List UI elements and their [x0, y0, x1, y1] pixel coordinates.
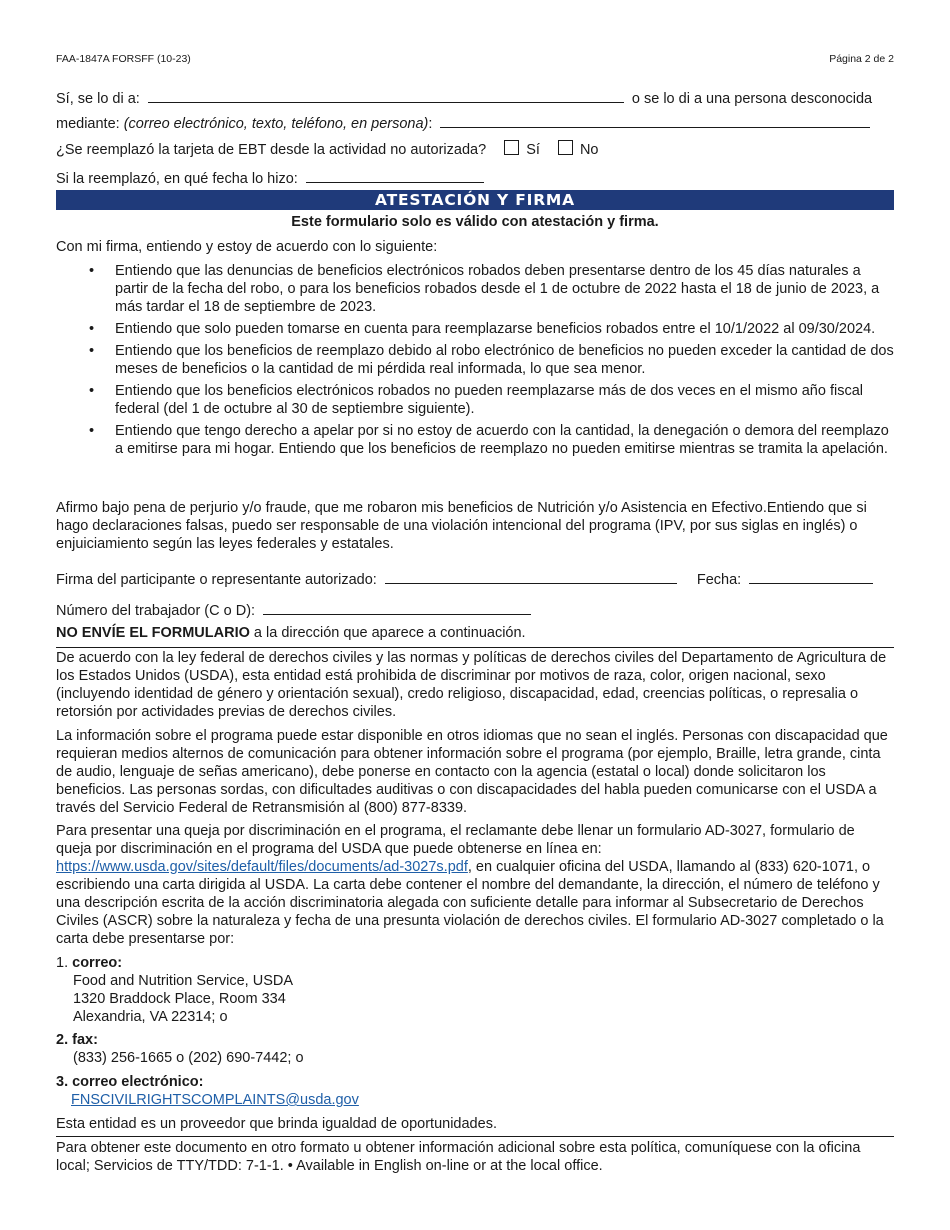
no-label: No: [579, 142, 599, 158]
list-item: • Entiendo que las denuncias de beneficios electrónicos robados deben presentarse dentro de los 45 días naturales a partir de la fecha del robo, o para los beneficios robados desde el 1 de octubre de 2022 hasta el 18 de junio de 2023, a más tardar el 18 de septiembre de 2023.: [56, 262, 894, 316]
via-label: mediante:: [56, 116, 120, 132]
card-replaced-question: ¿Se reemplazó la tarjeta de EBT desde la actividad no autorizada?: [56, 142, 487, 158]
no-checkbox[interactable]: [558, 140, 573, 155]
told-to-label: Sí, se lo di a:: [56, 91, 140, 107]
complaint-text-a: Para presentar una queja por discriminación en el programa, el reclamante debe llenar un formulario AD-3027, formulario de queja por discriminación en el programa del USDA que puede obtenerse en línea en:: [56, 823, 855, 857]
divider: [56, 1136, 894, 1137]
worker-row: [56, 600, 531, 619]
email-block: [56, 1073, 359, 1109]
date-field[interactable]: [749, 569, 873, 584]
replaced-date-field[interactable]: [306, 168, 484, 183]
told-to-field[interactable]: [148, 88, 624, 103]
replaced-date-row: [56, 168, 484, 187]
footer-note: Para obtener este documento en otro formato u obtener información adicional sobre esta política, comuníquese con la oficina local; Servicios de TTY/TDD: 7-1-1. • Available in English on-line or at the local office.: [56, 1140, 861, 1174]
replaced-date-label: Si la reemplazó, en qué fecha lo hizo:: [56, 171, 298, 187]
list-item: • Entiendo que tengo derecho a apelar por si no estoy de acuerdo con la cantidad, la denegación o demora del reemplazo a emitirse para mi hogar. Entiendo que los beneficios de reemplazo no pueden emitirse mientras se tramita la apelación.: [56, 422, 894, 458]
signature-label: Firma del participante o representante autorizado:: [56, 572, 377, 588]
civil-rights-p1: De acuerdo con la ley federal de derechos civiles y las normas y políticas de derechos civiles del Departamento de Agricultura de los Estados Unidos (USDA), esta entidad está prohibida de discriminar por motivos de raza, color, origen nacional, sexo (incluyendo identidad de género y orientación sexual), credo religioso, discapacidad, edad, creencias políticas, o represalia o retorsión por actividades previas de derechos civiles.: [56, 650, 887, 720]
ad3027-link[interactable]: https://www.usda.gov/sites/default/files/documents/ad-3027s.pdf: [56, 859, 468, 875]
told-to-row: [56, 88, 872, 107]
no-send-bold: NO ENVÍE EL FORMULARIO: [56, 625, 250, 641]
email-title: 3. correo electrónico:: [56, 1074, 204, 1090]
mail-block: [56, 954, 293, 1026]
mail-number: 1.: [56, 955, 69, 971]
no-send-notice: [56, 625, 526, 641]
attestation-intro: Con mi firma, entiendo y estoy de acuerdo con lo siguiente:: [56, 239, 438, 255]
list-item: • Entiendo que los beneficios de reemplazo debido al robo electrónico de beneficios no pueden exceder la cantidad de dos meses de beneficios o la cantidad de mi pérdida real informada, lo que sea menor.: [56, 342, 894, 378]
validity-note: Este formulario solo es válido con atestación y firma.: [291, 214, 659, 230]
card-replaced-row: [56, 140, 598, 158]
mail-title: correo:: [72, 955, 123, 971]
list-item: • Entiendo que solo pueden tomarse en cuenta para reemplazarse beneficios robados entre el 10/1/2022 al 09/30/2024.: [56, 320, 894, 338]
civil-rights-p2: La información sobre el programa puede estar disponible en otros idiomas que no sean el inglés. Personas con discapacidad que requieran medios alternos de comunicación para obtener información sobre el programa (por ejemplo, Braille, letra grande, cinta de audio, lenguaje de señas americano), debe ponerse en contacto con la agencia (estatal o local) donde solicitaron los beneficios. Las personas sordas, con dificultades auditivas o con discapacidades del habla pueden comunicarse con el USDA a través del Servicio Federal de Retransmisión al (800) 877-8339.: [56, 728, 888, 816]
no-send-rest: a la dirección que aparece a continuación.: [249, 625, 526, 641]
via-row: [56, 113, 870, 132]
via-colon: :: [428, 116, 433, 132]
yes-checkbox[interactable]: [504, 140, 519, 155]
worker-label: Número del trabajador (C o D):: [56, 603, 256, 619]
fax-block: [56, 1031, 304, 1067]
yes-label: Sí: [526, 142, 540, 158]
divider: [56, 647, 894, 648]
mail-line: Food and Nutrition Service, USDA: [73, 973, 294, 989]
list-item: • Entiendo que los beneficios electrónicos robados no pueden reemplazarse más de dos veces en el mismo año fiscal federal (del 1 de octubre al 30 de septiembre siguiente).: [56, 382, 894, 418]
mail-line: Alexandria, VA 22314; o: [73, 1009, 228, 1025]
signature-field[interactable]: [385, 569, 677, 584]
attestation-list: [56, 262, 894, 462]
email-link[interactable]: FNSCIVILRIGHTSCOMPLAINTS@usda.gov: [71, 1092, 359, 1108]
worker-field[interactable]: [263, 600, 531, 615]
mail-line: 1320 Braddock Place, Room 334: [73, 991, 286, 1007]
attestation-banner: ATESTACIÓN Y FIRMA: [56, 190, 894, 210]
date-label: Fecha:: [696, 572, 742, 588]
form-code: FAA-1847A FORSFF (10-23): [56, 53, 191, 65]
signature-row: [56, 569, 873, 588]
affirmation-paragraph: Afirmo bajo pena de perjurio y/o fraude, que me robaron mis beneficios de Nutrición y/o Asistencia en Efectivo.Entiendo que si hago declaraciones falsas, puedo ser responsable de una violación intencional del programa (IPV, por sus siglas en inglés) o enjuiciamiento según las leyes federales y estatales.: [56, 500, 867, 552]
page-number: Página 2 de 2: [829, 53, 894, 65]
equal-opportunity: Esta entidad es un proveedor que brinda igualdad de oportunidades.: [56, 1116, 497, 1132]
unknown-person-label: o se lo di a una persona desconocida: [631, 91, 873, 107]
fax-line: (833) 256-1665 o (202) 690-7442; o: [73, 1050, 304, 1066]
complaint-text-b: , en cualquier oficina del USDA, llamando al (833) 620-1071, o escribiendo una carta dirigida al USDA. La carta debe contener el nombre del demandante, la dirección, el número de teléfono y una descripción escrita de la acción discriminatoria alegada con suficiente detalle para informar al Subsecretario de Derechos Civiles (ASCR) sobre la naturaleza y fecha de una presunta violación de derechos civiles. El formulario AD-3027 completado o la carta debe presentarse por:: [56, 859, 884, 947]
civil-rights-p3: [56, 822, 894, 948]
via-options: (correo electrónico, texto, teléfono, en persona): [123, 116, 429, 132]
fax-title: 2. fax:: [56, 1032, 98, 1048]
via-field[interactable]: [440, 113, 870, 128]
